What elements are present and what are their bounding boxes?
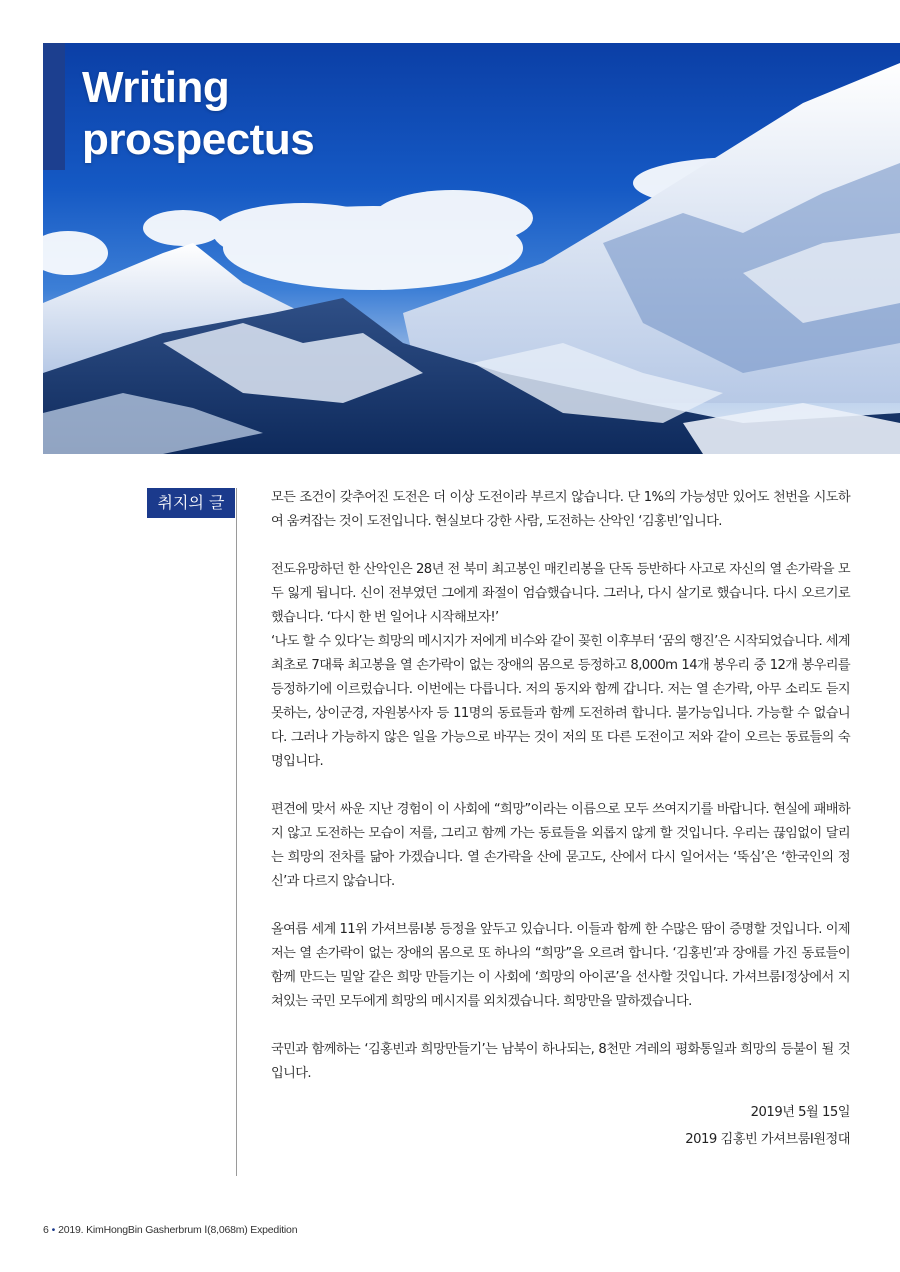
signature-block [560, 1099, 850, 1153]
page-footer [43, 1224, 297, 1236]
page-title [82, 62, 314, 166]
title-line-2: prospectus [82, 115, 315, 164]
page-number: 6 [43, 1224, 49, 1236]
signature-org: 2019 김홍빈 가셔브룸Ⅰ원정대 [685, 1132, 850, 1147]
paragraph: 국민과 함께하는 ‘김홍빈과 희망만들기’는 남북이 하나되는, 8천만 겨레의 평화통일과 희망의 등불이 될 것입니다. [271, 1042, 850, 1081]
body-text [271, 486, 850, 1110]
paragraph: ‘나도 할 수 있다’는 희망의 메시지가 저에게 비수와 같이 꽂힌 이후부터 ‘꿈의 행진’은 시작되었습니다. 세계최초로 7대륙 최고봉을 열 손가락이 없는 장애의 몸으로 등정하고 8,000m 14개 봉우리 중 12개 봉우리를 등정하기에 이르렀습니다. 이번에는 다릅니다. 저의 동지와 함께 갑니다. 저는 열 손가락, 아무 소리도 듣지 못하는, 상이군경, 자원봉사자 등 11명의 동료들과 함께 도전하려 합니다. 불가능입니다. 가능할 수 없습니다. 그러나 가능하지 않은 일을 가능으로 바꾸는 것이 저의 또 다른 도전이고 저와 같이 오르는 동료들의 숙명입니다. [271, 634, 850, 769]
paragraph: 편견에 맞서 싸운 지난 경험이 이 사회에 “희망”이라는 이름으로 모두 쓰여지기를 바랍니다. 현실에 패배하지 않고 도전하는 모습이 저를, 그리고 함께 가는 동료들을 외롭지 않게 할 것입니다. 우리는 끊임없이 달리는 희망의 전차를 닮아 가겠습니다. 열 손가락을 산에 묻고도, 산에서 다시 일어서는 ‘뚝심’은 ‘한국인의 정신’과 다르지 않습니다. [271, 802, 850, 889]
paragraph: 모든 조건이 갖추어진 도전은 더 이상 도전이라 부르지 않습니다. 단 1%의 가능성만 있어도 천번을 시도하여 움켜잡는 것이 도전입니다. 현실보다 강한 사람, 도전하는 산악인 ‘김홍빈’입니다. [271, 490, 850, 529]
vertical-divider [236, 488, 237, 1176]
title-accent-bar [43, 43, 65, 170]
paragraph: 올여름 세계 11위 가셔브룸Ⅰ봉 등정을 앞두고 있습니다. 이들과 함께 한 수많은 땀이 증명할 것입니다. 이제 저는 열 손가락이 없는 장애의 몸으로 또 하나의 “희망”을 오르려 합니다. ‘김홍빈’과 장애를 가진 동료들이 함께 만드는 밀알 같은 희망 만들기는 이 사회에 ‘희망의 아이콘’을 선사할 것입니다. 가셔브룸Ⅰ정상에서 지쳐있는 국민 모두에게 희망의 메시지를 외치겠습니다. 희망만을 말하겠습니다. [271, 922, 850, 1009]
paragraph: 전도유망하던 한 산악인은 28년 전 북미 최고봉인 매킨리봉을 단독 등반하다 사고로 자신의 열 손가락을 모두 잃게 됩니다. 신이 전부였던 그에게 좌절이 엄습했습니다. 그러나, 다시 살기로 했습니다. 다시 오르기로 했습니다. ‘다시 한 번 일어나 시작해보자!’ [271, 562, 850, 625]
title-line-1: Writing [82, 63, 230, 112]
signature-date: 2019년 5월 15일 [750, 1105, 850, 1120]
footer-text: 2019. KimHongBin Gasherbrum Ⅰ(8,068m) Expedition [58, 1224, 298, 1236]
section-label: 취지의 글 [147, 488, 235, 518]
bullet-icon: • [51, 1224, 56, 1236]
